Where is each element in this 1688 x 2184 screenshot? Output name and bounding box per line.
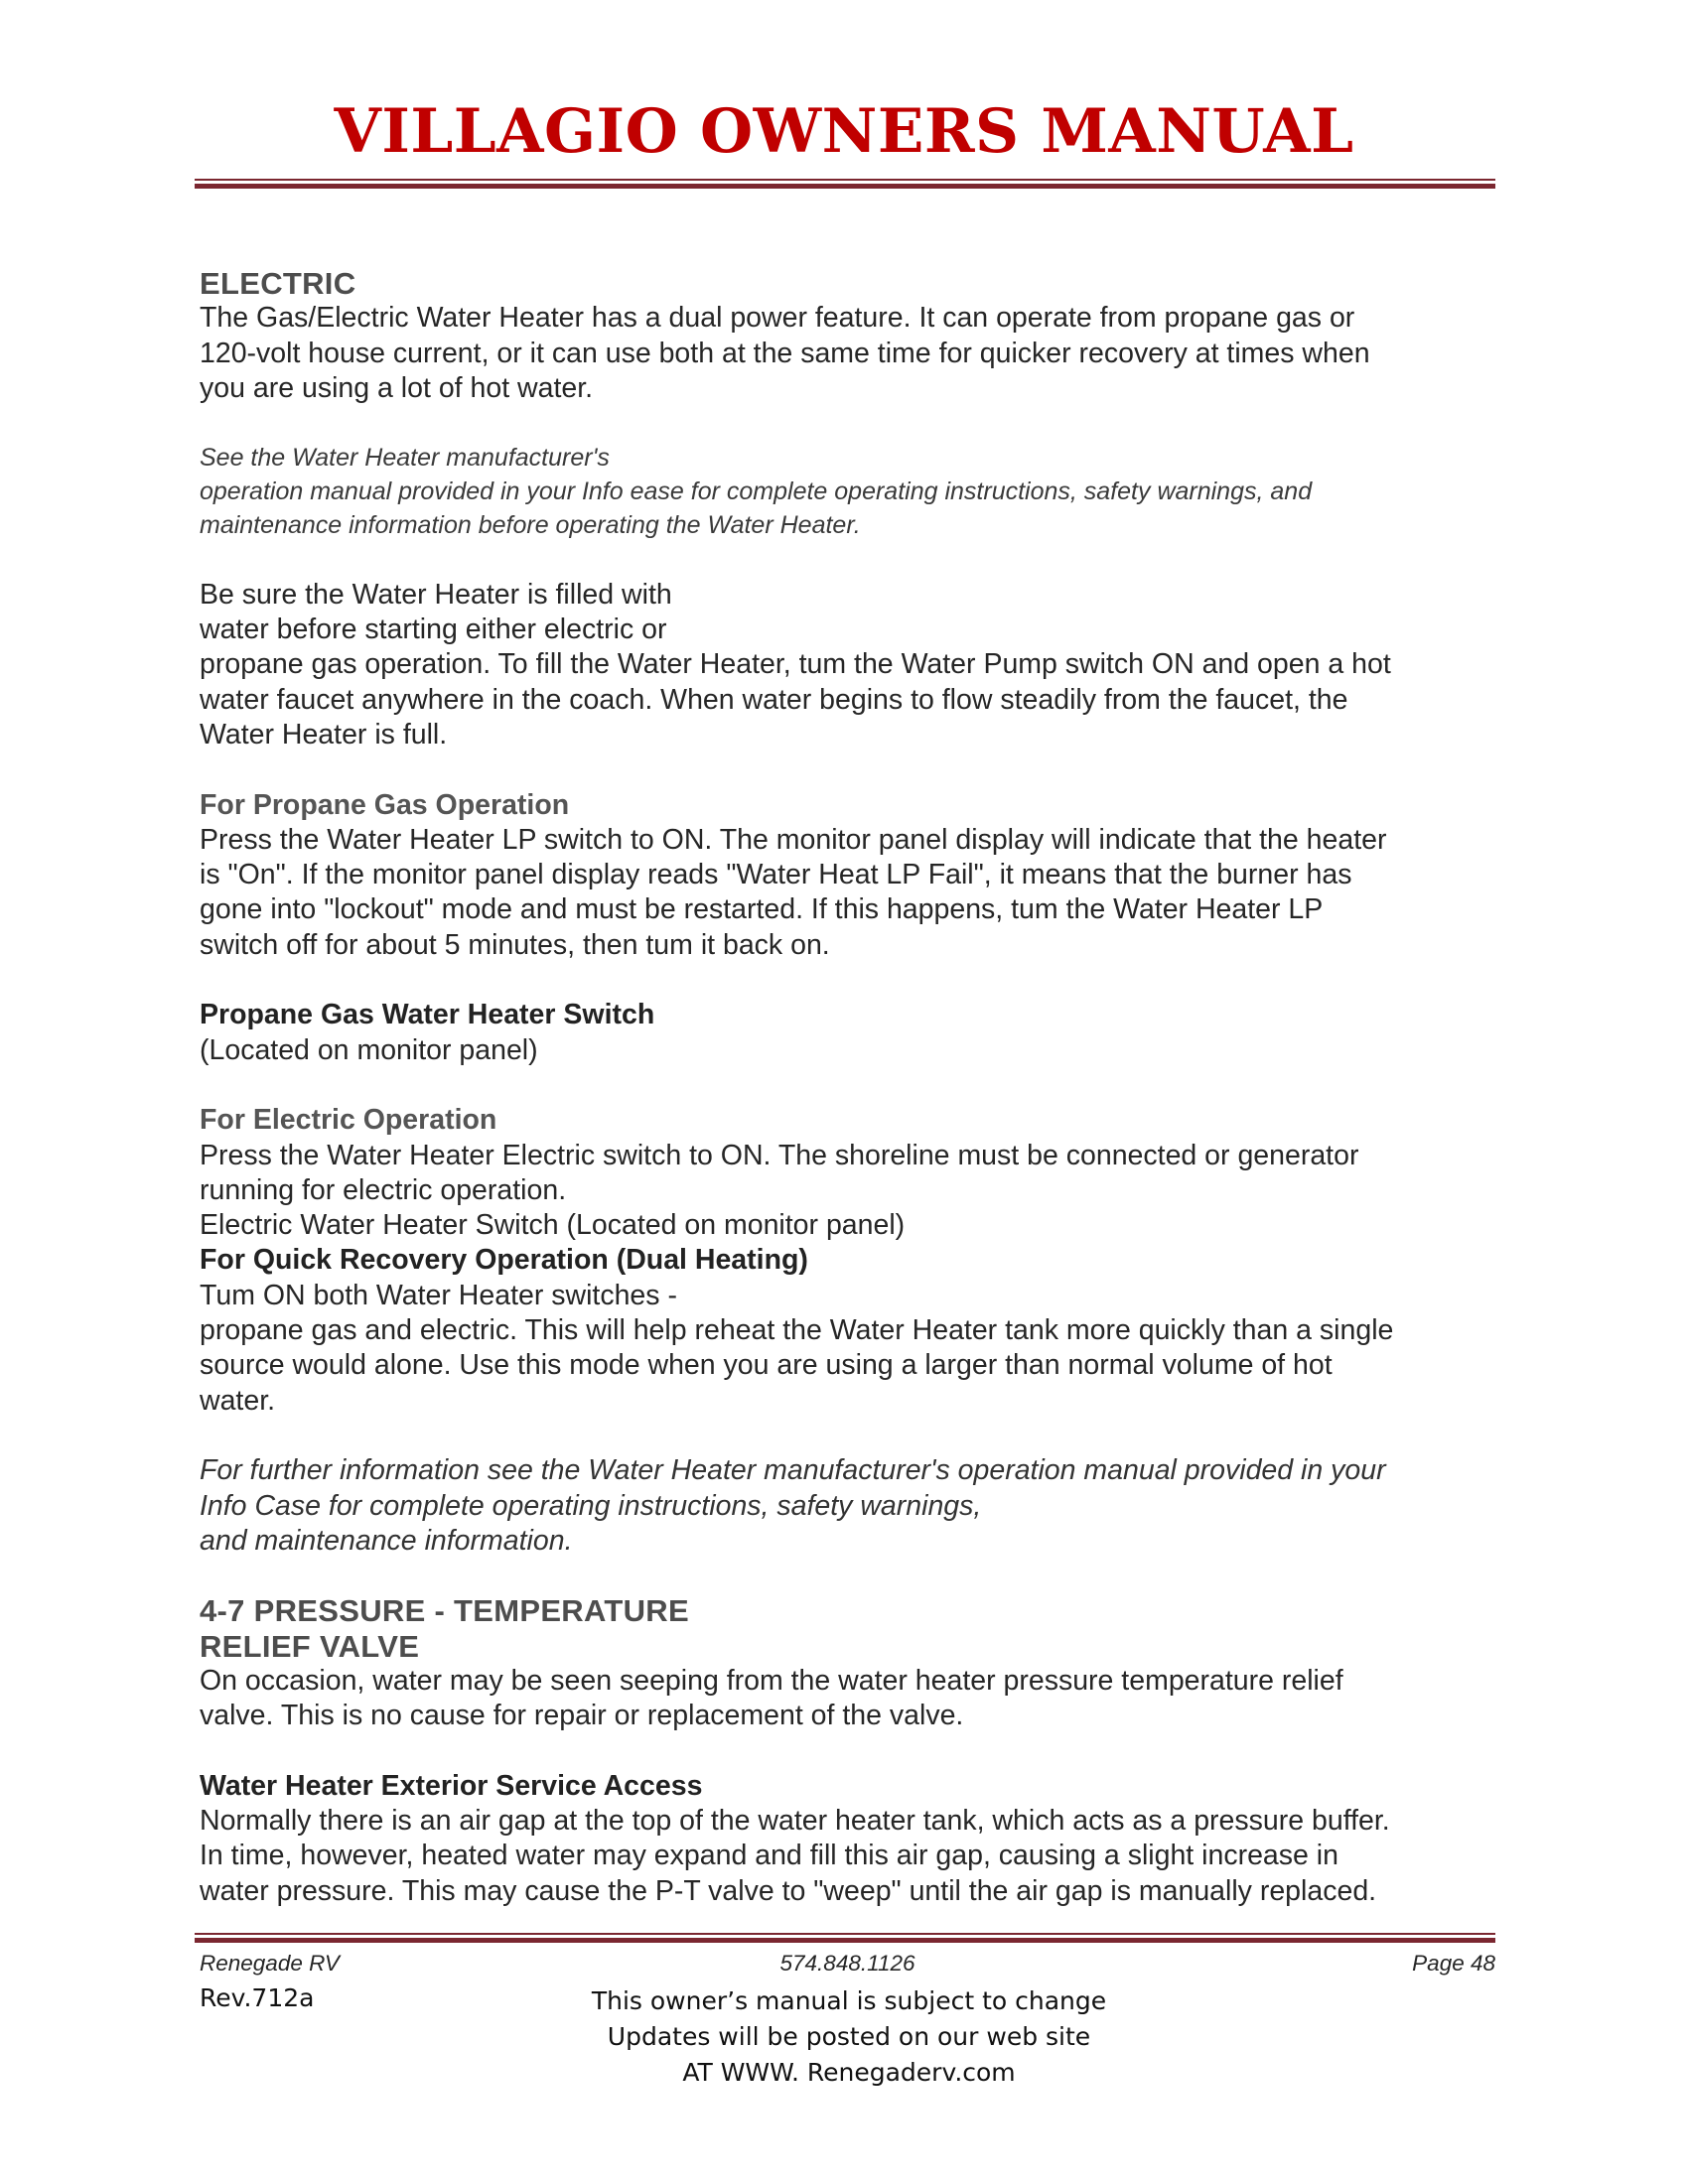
- body-content: [200, 266, 1500, 1909]
- section-heading-electric: ELECTRIC: [200, 266, 356, 301]
- note-line: operation manual provided in your Info ease for complete operating instructions, safety warnings, and: [200, 478, 1313, 506]
- header-divider: [195, 179, 1495, 189]
- body-line: gone into "lockout" mode and must be restarted. If this happens, tum the Water Heater LP: [200, 893, 1324, 926]
- body-line: Normally there is an air gap at the top of the water heater tank, which acts as a pressure buffer.: [200, 1805, 1390, 1838]
- notice-line: This owner’s manual is subject to change: [591, 1986, 1107, 2015]
- body-line: The Gas/Electric Water Heater has a dual power feature. It can operate from propane gas or: [200, 302, 1355, 335]
- footer-phone: 574.848.1126: [779, 1951, 915, 1976]
- body-line: Be sure the Water Heater is filled with: [200, 578, 672, 611]
- notice-line: AT WWW. Renegaderv.com: [682, 2058, 1016, 2087]
- body-line: water.: [200, 1384, 276, 1417]
- subheading-electric-operation: For Electric Operation: [200, 1104, 497, 1137]
- section-heading-relief-valve: 4-7 PRESSURE - TEMPERATURE: [200, 1593, 689, 1629]
- page-title: VILLAGIO OWNERS MANUAL: [334, 96, 1354, 167]
- body-line: On occasion, water may be seen seeping from the water heater pressure temperature relief: [200, 1664, 1343, 1697]
- footer-page-number: Page 48: [1412, 1951, 1495, 1976]
- body-line: is "On". If the monitor panel display reads "Water Heat LP Fail", it means that the burner has: [200, 859, 1352, 891]
- section-heading-relief-valve: RELIEF VALVE: [200, 1628, 420, 1664]
- body-line: switch off for about 5 minutes, then tum it back on.: [200, 928, 830, 961]
- body-line: water faucet anywhere in the coach. When water begins to flow steadily from the faucet, the: [200, 683, 1348, 716]
- note-line: maintenance information before operating the Water Heater.: [200, 511, 861, 540]
- body-line: Electric Water Heater Switch (Located on monitor panel): [200, 1209, 906, 1242]
- further-info-line: and maintenance information.: [200, 1524, 573, 1557]
- body-line: In time, however, heated water may expand and fill this air gap, causing a slight increase in: [200, 1840, 1338, 1872]
- body-line: water before starting either electric or: [200, 614, 667, 646]
- footer-revision: Rev.712a: [200, 1983, 315, 2012]
- footer-company: Renegade RV: [200, 1951, 340, 1976]
- footer-notice: [0, 1983, 1688, 2091]
- further-info-line: For further information see the Water Heater manufacturer's operation manual provided in your: [200, 1454, 1386, 1487]
- body-line: Water Heater is full.: [200, 718, 448, 751]
- further-info-line: Info Case for complete operating instructions, safety warnings,: [200, 1489, 982, 1522]
- note-line: See the Water Heater manufacturer's: [200, 444, 610, 473]
- body-line: propane gas and electric. This will help reheat the Water Heater tank more quickly than a single: [200, 1314, 1394, 1347]
- body-line: 120-volt house current, or it can use both at the same time for quicker recovery at times when: [200, 337, 1370, 369]
- subheading-propane-switch: Propane Gas Water Heater Switch: [200, 999, 655, 1031]
- subheading-propane-operation: For Propane Gas Operation: [200, 788, 570, 821]
- notice-line: Updates will be posted on our web site: [607, 2022, 1091, 2051]
- body-line: Press the Water Heater LP switch to ON. The monitor panel display will indicate that the heater: [200, 823, 1387, 856]
- body-line: source would alone. Use this mode when you are using a larger than normal volume of hot: [200, 1349, 1333, 1382]
- body-line: propane gas operation. To fill the Water Heater, tum the Water Pump switch ON and open a hot: [200, 648, 1391, 681]
- subheading-quick-recovery: For Quick Recovery Operation (Dual Heating): [200, 1244, 808, 1277]
- body-line: Press the Water Heater Electric switch to ON. The shoreline must be connected or generator: [200, 1139, 1359, 1171]
- body-line: (Located on monitor panel): [200, 1033, 538, 1066]
- manual-reference-note: [200, 441, 1500, 542]
- body-line: running for electric operation.: [200, 1173, 567, 1206]
- body-line: you are using a lot of hot water.: [200, 371, 594, 404]
- footer-divider: [195, 1933, 1495, 1943]
- body-line: valve. This is no cause for repair or replacement of the valve.: [200, 1700, 964, 1732]
- body-line: water pressure. This may cause the P-T valve to "weep" until the air gap is manually replaced.: [200, 1874, 1377, 1907]
- body-line: Tum ON both Water Heater switches -: [200, 1279, 677, 1311]
- subheading-exterior-access: Water Heater Exterior Service Access: [200, 1769, 703, 1802]
